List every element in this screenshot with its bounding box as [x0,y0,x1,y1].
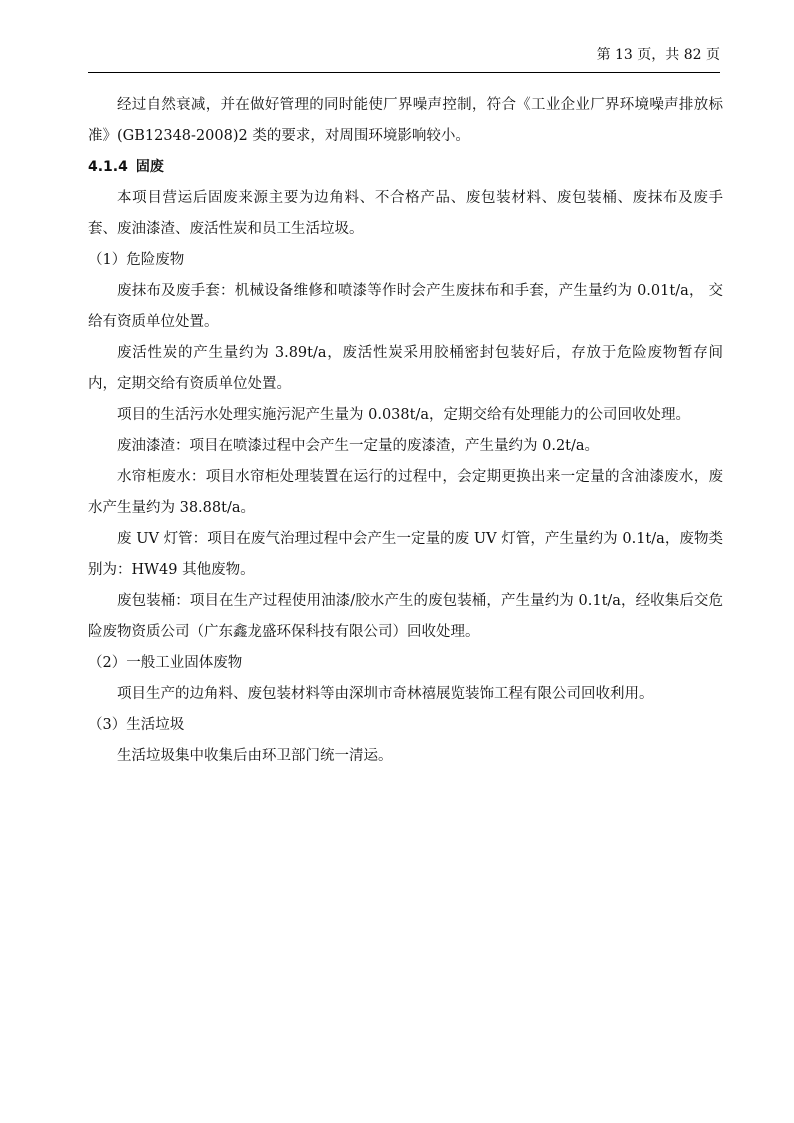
paragraph-noise-conclusion: 经过自然衰减，并在做好管理的同时能使厂界噪声控制，符合《工业企业厂界环境噪声排放标准》(GB12348-2008)2 类的要求，对周围环境影响较小。 [88,97,723,144]
paragraph-rags-gloves: 废抹布及废手套：机械设备维修和喷漆等作时会产生废抹布和手套，产生量约为 0.01t/a， 交给有资质单位处置。 [88,283,723,330]
paragraph-packaging-drums: 废包装桶：项目在生产过程使用油漆/胶水产生的废包装桶，产生量约为 0.1t/a，经收集后交危险废物资质公司（广东鑫龙盛环保科技有限公司）回收处理。 [88,593,723,640]
paragraph-general-waste: 项目生产的边角料、废包装材料等由深圳市奇林禧展览装饰工程有限公司回收利用。 [117,686,654,702]
paragraph-activated-carbon: 废活性炭的产生量约为 3.89t/a，废活性炭采用胶桶密封包装好后，存放于危险废物暂存间内，定期交给有资质单位处置。 [88,345,723,392]
section-title: 固废 [135,159,164,175]
paragraph-domestic-waste: 生活垃圾集中收集后由环卫部门统一清运。 [117,748,393,764]
section-heading [88,152,723,183]
paragraph-uv-lamp: 废 UV 灯管：项目在废气治理过程中会产生一定量的废 UV 灯管，产生量约为 0.1t/a，废物类别为：HW49 其他废物。 [88,531,723,578]
paragraph-sludge: 项目的生活污水处理实施污泥产生量为 0.038t/a，定期交给有处理能力的公司回收处理。 [117,407,690,423]
page-number-header: 第 13 页，共 82 页 [596,47,720,63]
section-number: 4.1.4 [88,159,128,175]
subheading-domestic-waste: （3）生活垃圾 [88,717,185,733]
subheading-general-waste: （2）一般工业固体废物 [88,655,243,671]
subheading-hazardous-waste: （1）危险废物 [88,252,185,268]
header-divider [88,72,720,73]
paragraph-water-curtain: 水帘柜废水：项目水帘柜处理装置在运行的过程中，会定期更换出来一定量的含油漆废水，废水产生量约为 38.88t/a。 [88,469,723,516]
paragraph-waste-sources: 本项目营运后固废来源主要为边角料、不合格产品、废包装材料、废包装桶、废抹布及废手套、废油漆渣、废活性炭和员工生活垃圾。 [88,190,723,237]
paragraph-paint-residue: 废油漆渣：项目在喷漆过程中会产生一定量的废漆渣，产生量约为 0.2t/a。 [117,438,600,454]
document-body [88,90,723,772]
